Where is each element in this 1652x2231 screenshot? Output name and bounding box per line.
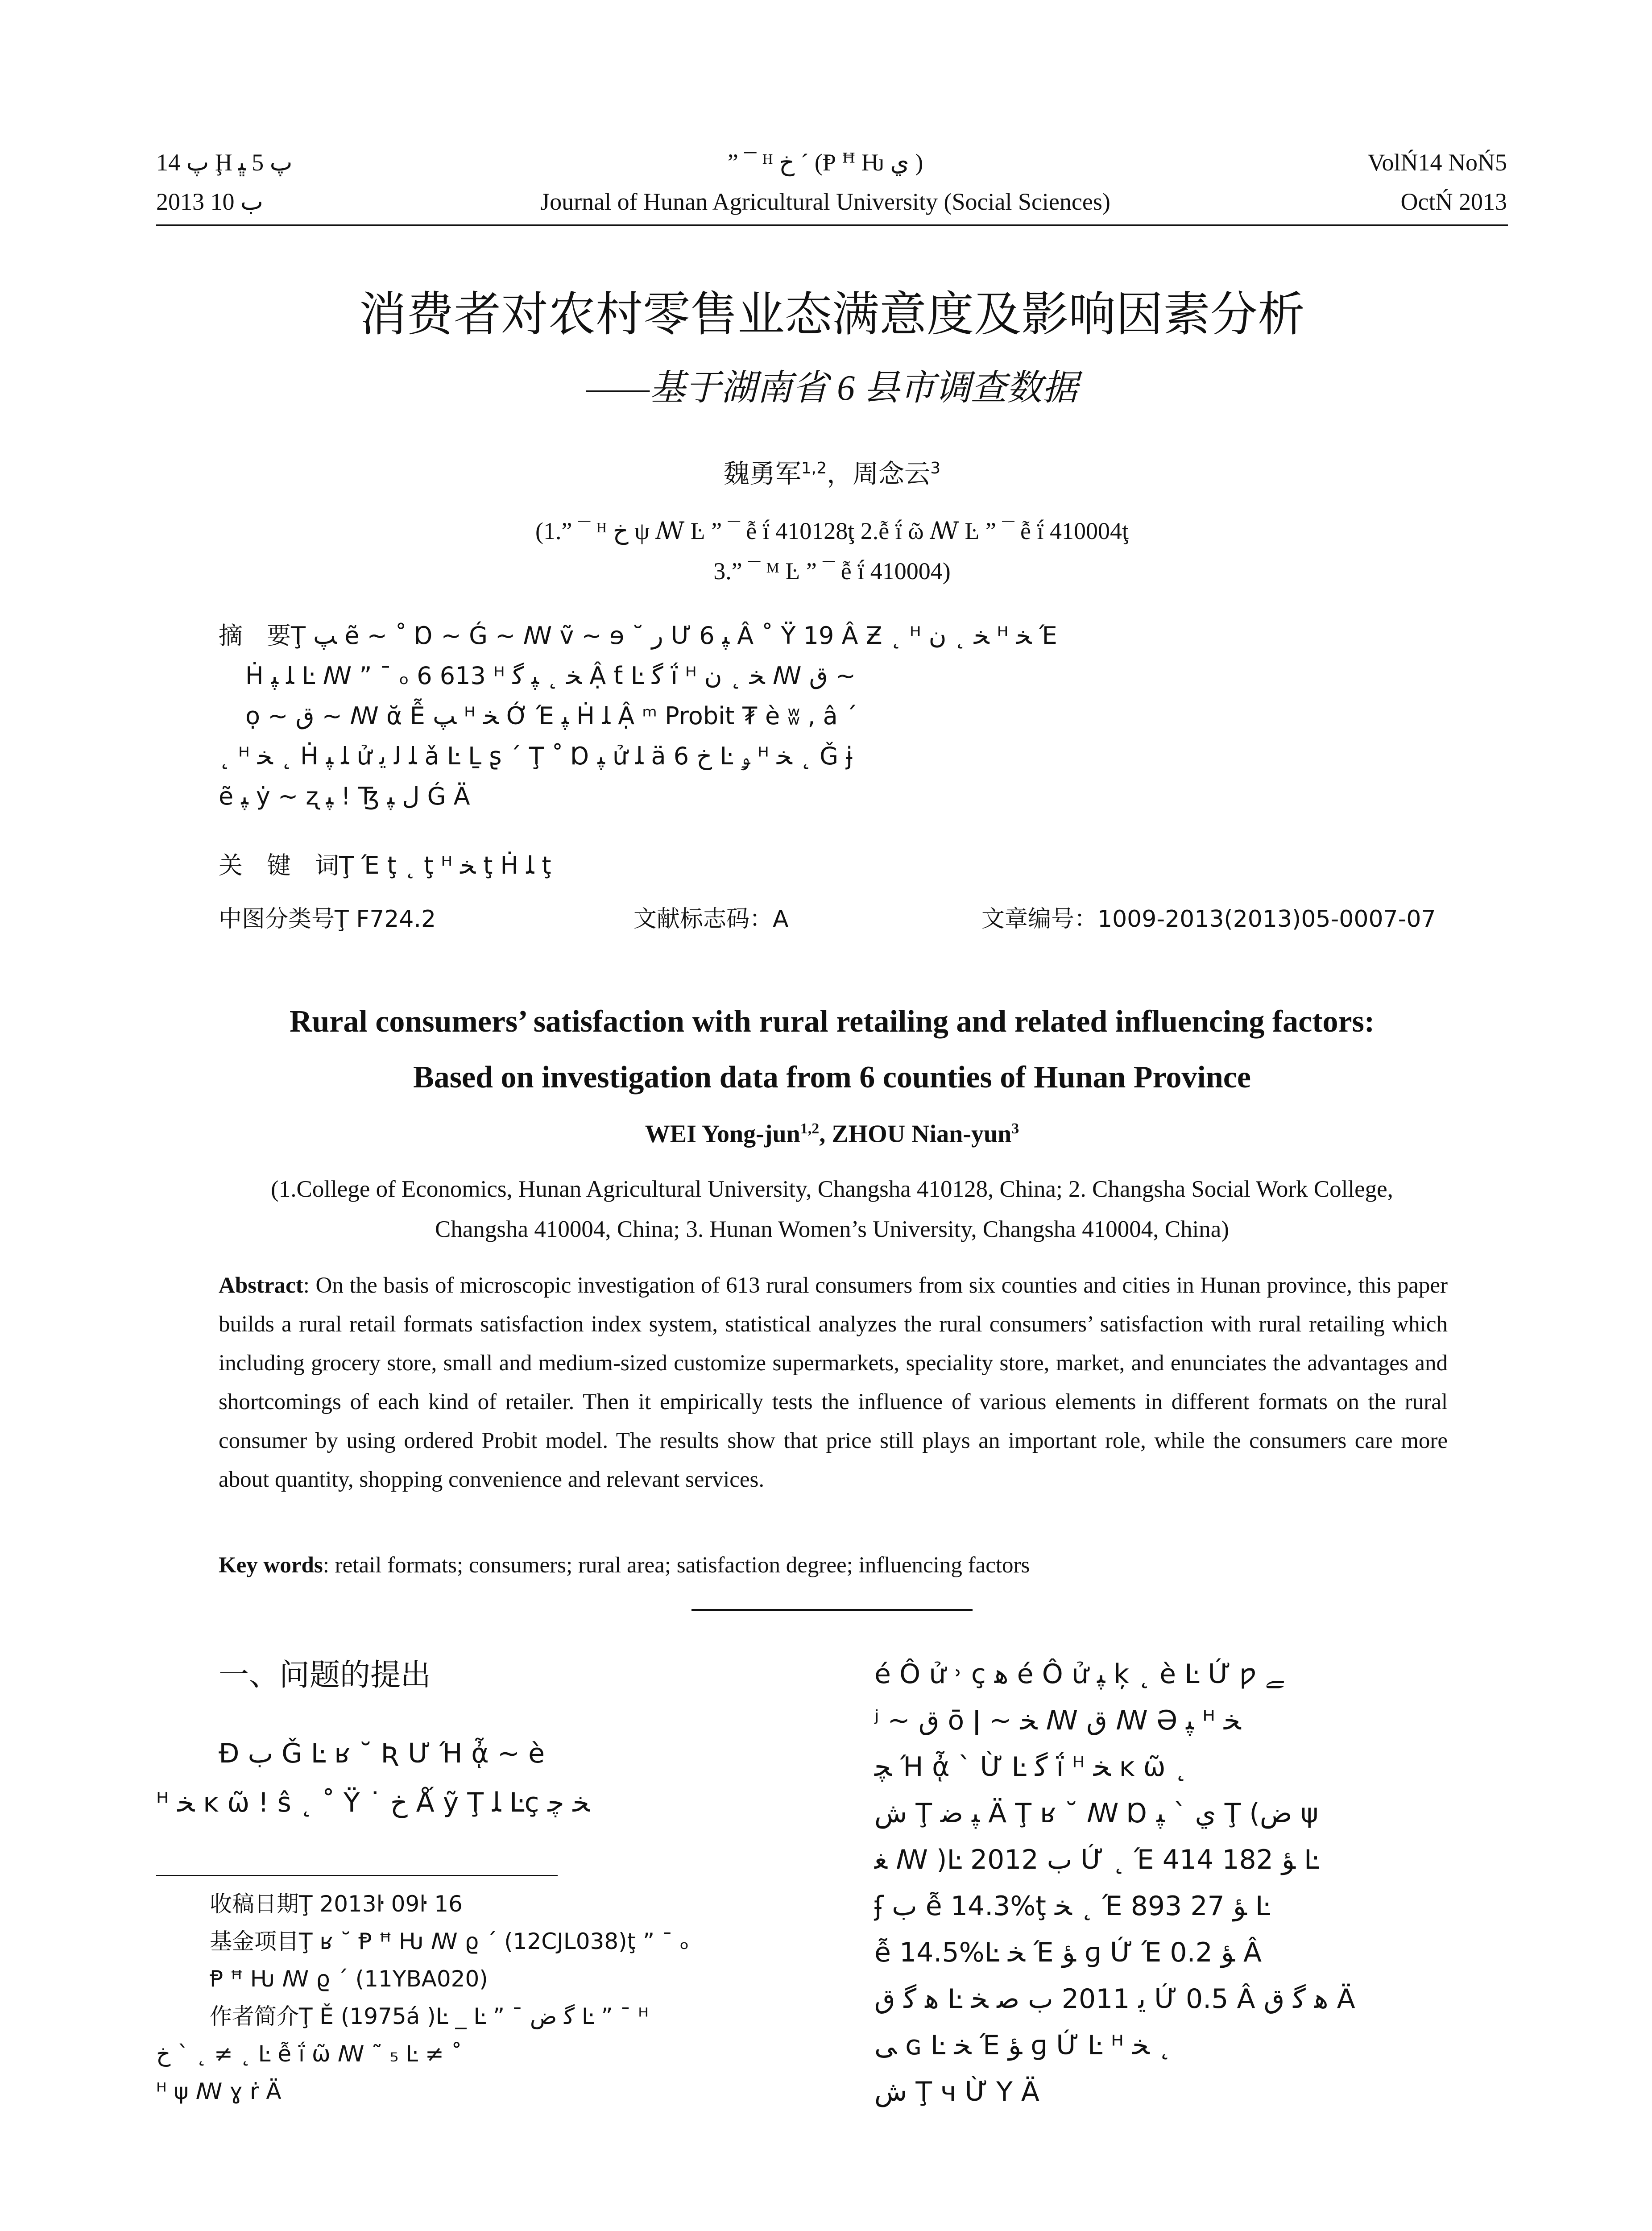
body-right-line: ʄ ب ễ 14.3%ţ ﺨ ˛ Έ ﺆ 27 893 Ŀ (874, 1891, 1271, 1922)
english-abstract-label: Abstract (219, 1273, 303, 1298)
body-right-line: ʲ ~ ﻕ ō ǀ ~ ﺨ ꟿ ﻕ ꟿ Ə ﭙ ᴴ ﺨ (874, 1705, 1241, 1736)
clc-number: 中图分类号Ţ F724.2 (219, 906, 436, 933)
header-journal-cn: ” ¯ ᴴ ﺥ ˊ (Ᵽ ꟸ Ƕ ي ) (727, 149, 923, 176)
header-date-en: OctŃ 2013 (1400, 188, 1507, 215)
body-left-line: Ɖ ب Ǧ Ŀ ʁ ˘ Ʀ Ư Ή ᾆ ~ è (219, 1738, 545, 1769)
page-subtitle: ——基于湖南省 6 县市调查数据 (586, 369, 1078, 408)
english-title-line1: Rural consumers’ satisfaction with rural retailing and related influencing factors: (289, 1004, 1375, 1039)
english-authors (156, 1111, 1508, 1152)
body-right-line: é Ô ử ˒ ç ﻫ é Ô ử ﭙ ķ ˛ è Ŀ Ứ ƿ ﮯ (874, 1659, 1284, 1690)
body-right-line: ﭽ Ή ᾆ ˋ Ừ Ŀ ﮔ ḯ ᴴ ﺨ ĸ ῶ ˛ (874, 1751, 1188, 1783)
english-title-line2: Based on investigation data from 6 counties of Hunan Province (413, 1060, 1251, 1095)
body-right-line: ễ 14.5%Ŀ ﺨ Έ ﺆ ɡ Ứ Έ ﺆ 0.2 Â (874, 1937, 1262, 1968)
separator-rule (691, 1609, 973, 1611)
header-rule (156, 224, 1508, 226)
english-author-1: WEI Yong-jun (645, 1120, 800, 1148)
body-right-line: ﺵ Ţ ﭙ ﺿ Ä Ţ ʁ ˘ ꟿ Ɒ ﻱ ˋ ﭙ Ţ (ﺽ ψ (874, 1798, 1319, 1829)
affiliation-cn-line1: (1.” ¯ ᴴ ﺥ ψ ꟿ Ŀ ” ¯ ễ ḯ 410128ţ 2.ễ ḯ ῶ ꟿ Ŀ ” ¯ ễ ḯ 410004ţ (535, 518, 1129, 544)
abstract-cn-line: ẽ ﭙ ẏ ~ ʐ ﭙ ! Ꜩ ﻝ ﭙ Ǵ Ä (219, 782, 470, 810)
article-number: 文章编号：1009-2013(2013)05-0007-07 (981, 906, 1436, 933)
header-journal-en: Journal of Hunan Agricultural University (Social Sciences) (540, 188, 1110, 215)
abstract-cn-label: 摘 要 (219, 622, 291, 650)
body-right-line: ﻐ ꟿ )Ŀ 2012 ب Ứ ˛ Έ ﺆ 182 414 Ŀ (874, 1844, 1319, 1875)
footnote-received: 收稿日期Ţ 2013ŀ 09ŀ 16 (210, 1891, 463, 1917)
author-affil-sup-2: 3 (930, 459, 941, 477)
body-right-line: ﯽ ɢ Ŀ ﺨ Έ ﺆ ɡ Ứ Ŀ ᴴ ﺨ ˛ (874, 2030, 1172, 2061)
footnote-fund-cont: Ᵽ ꟸ Ƕ ꟿ ϱ ˊ (11YBA020) (210, 1966, 488, 1992)
english-author-2: , ZHOU Nian-yun (819, 1120, 1012, 1148)
english-abstract (219, 1266, 1448, 1499)
english-author-sup-1: 1,2 (800, 1120, 820, 1137)
english-author-sup-2: 3 (1011, 1120, 1019, 1137)
page-title: 消费者对农村零售业态满意度及影响因素分析 (359, 287, 1305, 342)
english-keywords-label: Key words (219, 1553, 323, 1578)
footnote-fund: 基金项目Ţ ʁ ˘ Ᵽ ꟸ Ƕ ꟿ ϱ ˊ (12CJL038)ţ ” ¯ ₒ (210, 1928, 689, 1954)
author-affil-sup-1: 1,2 (801, 459, 827, 477)
document-code: 文献标志码：A (633, 906, 789, 933)
body-right-line: ﺵ Ţ ч Ừ Y Ä (874, 2076, 1039, 2107)
body-right-line: ﻫ ﮔ ﻕ Ŀ ﻳ 2011 ب ﺻ ﺨ Ứ 0.5 Â ﻫ ﮔ ﻕ Ä (874, 1983, 1355, 2015)
authors-cn (156, 451, 1508, 491)
english-affiliation-line2: Changsha 410004, China; 3. Hunan Women’s University, Changsha 410004, China) (435, 1216, 1229, 1242)
header-date-cn: 2013 ب 10 (156, 188, 263, 215)
keywords-cn-text: Ţ Έ ţ ˛ ţ ᴴ ﺨ ţ Ḣ ﻠ ţ (339, 851, 551, 879)
abstract-cn-line: ọ ~ ﻕ ~ ꟿ ᾰ Ễ ﭗ ᴴ ﺨ Ớ Έ ﭙ Ḣ ﻠ Ậ ᵐ Probit ₮ è ʬ , â ˊ (245, 702, 857, 730)
abstract-cn-line: 摘 要Ţ ﭗ ẽ ~ ˚ Ɒ ~ Ǵ ~ ꟿ ṽ ~ ɘ ˘ ﺭ Ư ﭙ 6 Â ˚ Ÿ 19 Â Ƶ ˛ ᴴ ﺨ ˛ ﻥ ᴴ ﺨ Έ (219, 622, 1057, 650)
header-volume-cn: ﭖ 14 Ḩ ﭖ 5 ﭝ (156, 149, 293, 176)
footnote-bio: 作者简介Ţ Ě (1975á )Ŀ _ Ŀ ” ¯ ﮔ ﺽ Ŀ ” ¯ ᴴ (210, 2003, 649, 2029)
footnote-rule (156, 1875, 558, 1876)
abstract-cn-line: ˛ ᴴ ﺨ ˛ Ḣ ﻠ ﭙ ử ﻠ ﻟ ﻳ ǎ Ŀ Ḻ ʂ ˊ Ţ ˚ Ɒ ﭙ ử ﻠ ä 6 ﺥ Ŀ ﯡ ᴴ ﺨ ˛ Ǧ ɉ (219, 742, 853, 770)
keywords-cn-label: 关 键 词 (219, 851, 339, 879)
affiliation-cn-line2: 3.” ¯ ᴹ Ŀ ” ¯ ễ ḯ 410004) (713, 558, 951, 585)
body-left-line: ᴴ ﺨ ĸ ῶ ! ŝ ˛ ˚ Ÿ ˙ ﺥ Ǻ ỹ Ţ ﻠ Ŀç ﺨ ﭼ (156, 1787, 590, 1818)
author-name-1: 魏勇军 (723, 458, 801, 489)
english-affiliation-line1: (1.College of Economics, Hunan Agricultural University, Changsha 410128, China; 2. Changsha Social Work College, (271, 1176, 1393, 1202)
footnote-bio-cont: ﺥ ˋ ˛ ≠ ˛ Ŀ ễ ḯ ῶ ꟿ ˜ ₅ Ŀ ≠ ˚ (156, 2041, 462, 2067)
section-heading-1: 一、问题的提出 (219, 1658, 431, 1693)
body-right (874, 1651, 1508, 2115)
author-name-2: ，周念云 (827, 458, 931, 489)
footnote-bio-cont: ᴴ ψ ꟿ ɣ ṙ Ä (156, 2078, 282, 2104)
keywords-cn (219, 848, 551, 883)
footnote (156, 1885, 803, 2110)
abstract-cn (219, 616, 1468, 817)
header-volume-en: VolŃ14 NoŃ5 (1367, 149, 1507, 176)
english-keywords-text: : retail formats; consumers; rural area; satisfaction degree; influencing factors (323, 1553, 1030, 1578)
english-keywords (219, 1547, 1030, 1583)
abstract-cn-line: Ḣ ﻠ ﭙ Ŀ ꟿ ” ¯ ₒ 6 613 ᴴ ﺨ ˛ ﭙ ﮔ Ậ ƭ Ŀ ﮔ ḯ ᴴ ﺨ ˛ ﻥ ꟿ ﻕ ~ (245, 662, 856, 690)
english-abstract-text: : On the basis of microscopic investigation of 613 rural consumers from six counties and cities in Hunan province, this paper builds a rural retail formats satisfaction index system, statistical analyzes the rural consumers’ satisfaction with rural retailing which including grocery store, small and medium-sized customize supermarkets, speciality store, market, and enunciates the advantages and shortcomings of each kind of retailer. Then it empirically tests the influence of various elements in different formats on the rural consumer by using ordered Probit model. The results show that price still plays an important role, while the consumers care more about quantity, shopping convenience and relevant services. (219, 1273, 1448, 1492)
